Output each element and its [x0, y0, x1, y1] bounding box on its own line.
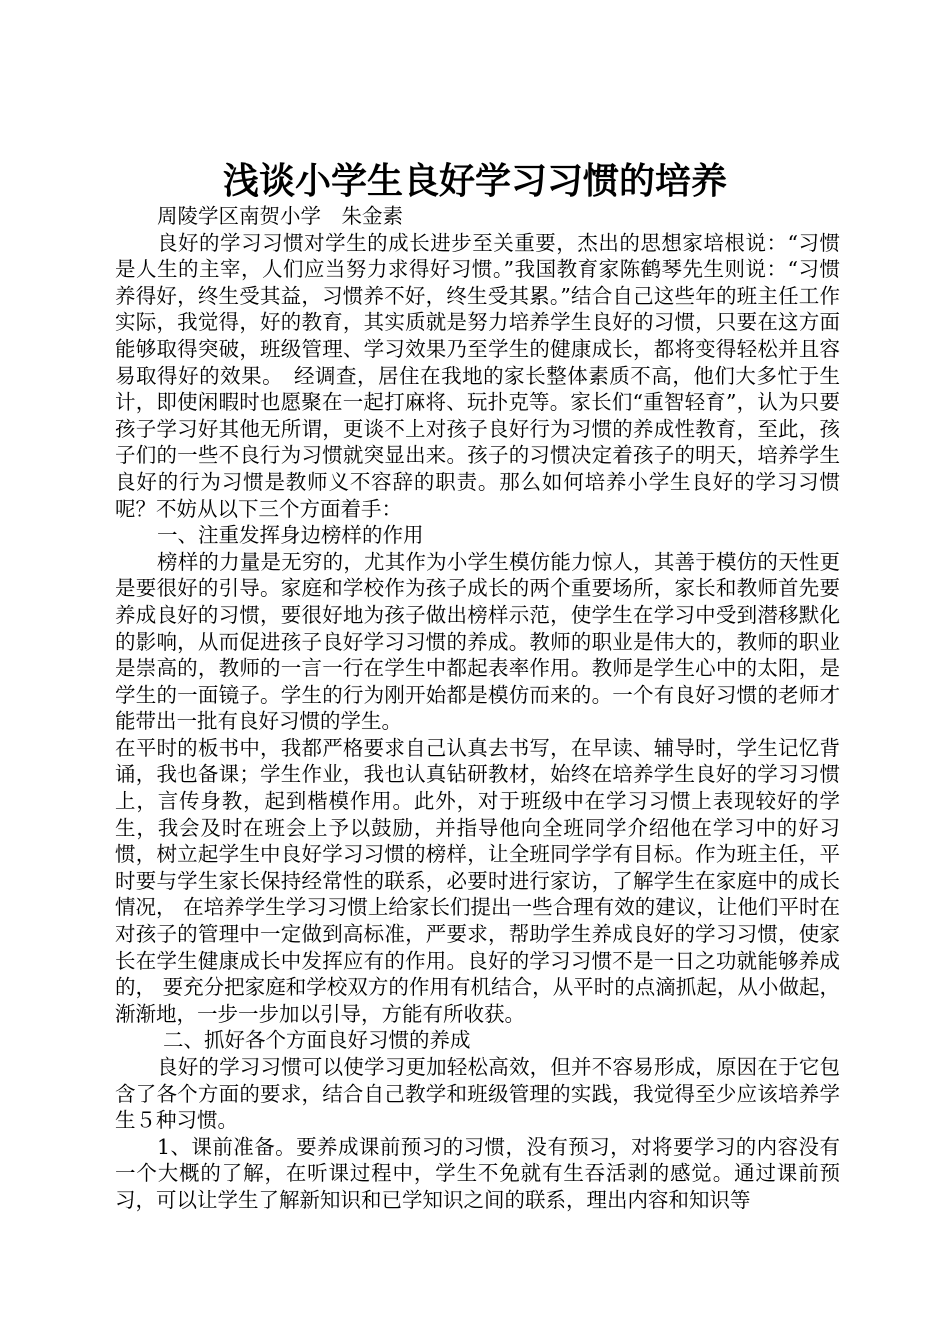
- document-body: [115, 203, 840, 1214]
- section-heading-1: 一、注重发挥身边榜样的作用: [157, 523, 424, 548]
- paragraph-teacher-practice: 在平时的板书中，我都严格要求自己认真去书写，在早读、辅导时，学生记忆背诵，我也备课；学生作业，我也认真钻研教材，始终在培养学生良好的学习习惯上，言传身教，起到楷模作用。此外，对于班级中在学习习惯上表现较好的学生，我会及时在班会上予以鼓励，并指导他向全班同学介绍他在学习中的好习惯，树立起学生中良好学习习惯的榜样，让全班同学学有目标。作为班主任，平时要与学生家长保持经常性的联系，必要时进行家访，了解学生在家庭中的成长情况， 在培养学生学习习惯上给家长们提出一些合理有效的建议，让他们平时在对孩子的管理中一定做到高标准，严要求，帮助学生养成良好的学习习惯，使家长在学生健康成长中发挥应有的作用。良好的学习习惯不是一日之功就能够养成的， 要充分把家庭和学校双方的作用有机结合，从平时的点滴抓起，从小做起，渐渐地，一步一步加以引导，方能有所收获。: [115, 735, 840, 1026]
- byline: 周陵学区南贺小学 朱金素: [157, 204, 403, 228]
- paragraph-five-habits: 良好的学习习惯可以使学习更加轻松高效，但并不容易形成，原因在于它包含了各个方面的要求，结合自己教学和班级管理的实践，我觉得至少应该培养学生５种习惯。: [115, 1055, 840, 1133]
- paragraph-intro: 良好的学习习惯对学生的成长进步至关重要，杰出的思想家培根说：“习惯是人生的主宰，人们应当努力求得好习惯。”我国教育家陈鹤琴先生则说：“习惯养得好，终生受其益，习惯养不好，终生受其累。”结合自己这些年的班主任工作实际，我觉得，好的教育，其实质就是努力培养学生良好的习惯，只要在这方面能够取得突破，班级管理、学习效果乃至学生的健康成长，都将变得轻松并且容易取得好的效果。 经调查，居住在我地的家长整体素质不高，他们大多忙于生计，即使闲暇时也愿聚在一起打麻将、玩扑克等。家长们“重智轻育”，认为只要孩子学习好其他无所谓，更谈不上对孩子良好行为习惯的养成性教育，至此，孩子们的一些不良行为习惯就突显出来。孩子的习惯决定着孩子的明天，培养学生良好的行为习惯是教师义不容辞的职责。那么如何培养小学生良好的学习习惯呢？不妨从以下三个方面着手：: [115, 230, 840, 521]
- document-title: 浅谈小学生良好学习习惯的培养: [222, 160, 727, 202]
- paragraph-role-models: 榜样的力量是无穷的，尤其作为小学生模仿能力惊人，其善于模仿的天性更是要很好的引导。家庭和学校作为孩子成长的两个重要场所，家长和教师首先要养成良好的习惯，要很好地为孩子做出榜样示范，使学生在学习中受到潜移默化的影响，从而促进孩子良好学习习惯的养成。教师的职业是伟大的，教师的职业是崇高的，教师的一言一行在学生中都起表率作用。教师是学生心中的太阳，是学生的一面镜子。学生的行为刚开始都是模仿而来的。一个有良好习惯的老师才能带出一批有良好习惯的学生。: [115, 549, 840, 734]
- section-heading-2: 二、抓好各个方面良好习惯的养成: [163, 1028, 471, 1053]
- paragraph-preparation: 1、课前准备。要养成课前预习的习惯，没有预习，对将要学习的内容没有一个大概的了解，在听课过程中，学生不免就有生吞活剥的感觉。通过课前预习，可以让学生了解新知识和已学知识之间的联系，理出内容和知识等: [115, 1134, 840, 1212]
